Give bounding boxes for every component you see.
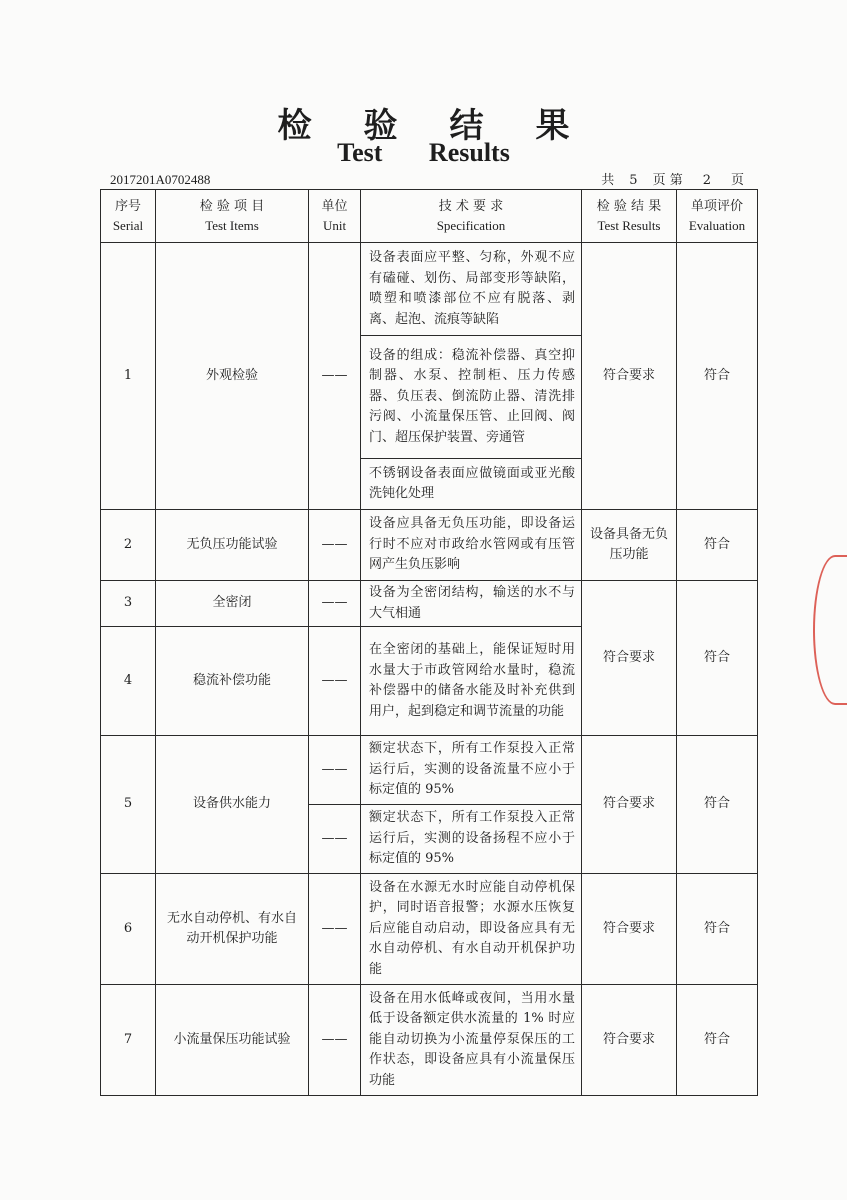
header-items-en: Test Items: [205, 218, 259, 233]
result-cell: 符合要求: [582, 581, 677, 736]
evaluation-cell: 符合: [677, 510, 758, 581]
page-title-en: Test Results: [337, 138, 510, 167]
header-evaluation-en: Evaluation: [688, 218, 746, 233]
unit-cell: ——: [309, 627, 361, 736]
page-mid: 页 第: [652, 173, 683, 188]
unit-cell: ——: [309, 510, 361, 581]
header-items-cn: 检 验 项 目: [199, 199, 265, 214]
serial-cell: 6: [101, 874, 156, 985]
result-cell: 符合要求: [582, 736, 677, 874]
header-results-en: Test Results: [597, 218, 661, 233]
serial-cell: 7: [101, 985, 156, 1096]
table-row-6: [101, 874, 758, 985]
header-items: [156, 190, 309, 243]
header-evaluation-cn: 单项评价: [690, 199, 743, 214]
table-row-5: [101, 736, 758, 805]
page-title-cn: 检验结果: [277, 106, 622, 146]
spec-cell: 额定状态下，所有工作泵投入正常运行后，实测的设备流量不应小于标定值的 95%: [361, 736, 582, 805]
spec-cell: 设备为全密闭结构，输送的水不与大气相通: [361, 581, 582, 627]
serial-cell: 4: [101, 627, 156, 736]
item-cell: 全密闭: [156, 581, 309, 627]
header-serial-cn: 序号: [114, 199, 141, 214]
unit-cell: ——: [309, 805, 361, 874]
spec-cell: 设备的组成：稳流补偿器、真空抑制器、水泵、控制柜、压力传感器、负压表、倒流防止器、清洗排污阀、小流量保压管、止回阀、阀门、超压保护装置、旁通管: [361, 336, 582, 459]
evaluation-cell: 符合: [677, 874, 758, 985]
result-cell: 符合要求: [582, 874, 677, 985]
header-evaluation: [677, 190, 758, 243]
spec-cell: 在全密闭的基础上，能保证短时用水量大于市政管网给水量时，稳流补偿器中的储备水能及时补充供到用户，起到稳定和调节流量的功能: [361, 627, 582, 736]
unit-cell: ——: [309, 736, 361, 805]
header-unit-en: Unit: [322, 218, 347, 233]
table-header-row: [101, 190, 758, 243]
header-spec-en: Specification: [436, 218, 506, 233]
header-results: [582, 190, 677, 243]
spec-cell: 设备表面应平整、匀称，外观不应有磕碰、划伤、局部变形等缺陷，喷塑和喷漆部位不应有脱落、剥离、起泡、流痕等缺陷: [361, 243, 582, 336]
spec-cell: 不锈钢设备表面应做镜面或亚光酸洗钝化处理: [361, 459, 582, 510]
table-row-1: [101, 243, 758, 336]
evaluation-cell: 符合: [677, 243, 758, 510]
table-row-3: [101, 581, 758, 627]
evaluation-cell: 符合: [677, 581, 758, 736]
page-current: 2: [687, 173, 727, 190]
serial-cell: 5: [101, 736, 156, 874]
header-unit: [309, 190, 361, 243]
item-cell: 设备供水能力: [156, 736, 309, 874]
header-spec: [361, 190, 582, 243]
red-seal-stamp: [813, 555, 847, 705]
results-table: [100, 189, 758, 1096]
item-cell: 稳流补偿功能: [156, 627, 309, 736]
item-cell: 小流量保压功能试验: [156, 985, 309, 1096]
unit-cell: ——: [309, 581, 361, 627]
spec-cell: 设备应具备无负压功能，即设备运行时不应对市政给水管网或有压管网产生负压影响: [361, 510, 582, 581]
evaluation-cell: 符合: [677, 736, 758, 874]
evaluation-cell: 符合: [677, 985, 758, 1096]
table-row-2: [101, 510, 758, 581]
unit-cell: ——: [309, 985, 361, 1096]
header-unit-cn: 单位: [321, 199, 348, 214]
result-cell: 设备具备无负压功能: [582, 510, 677, 581]
report-number: 2017201A0702488: [110, 172, 211, 187]
serial-cell: 3: [101, 581, 156, 627]
spec-cell: 设备在用水低峰或夜间，当用水量低于设备额定供水流量的 1% 时应能自动切换为小流量停泵保压的工作状态，即设备应具有小流量保压功能: [361, 985, 582, 1096]
serial-cell: 1: [101, 243, 156, 510]
item-cell: 无水自动停机、有水自动开机保护功能: [156, 874, 309, 985]
item-cell: 无负压功能试验: [156, 510, 309, 581]
page-suffix: 页: [730, 173, 744, 188]
spec-cell: 额定状态下，所有工作泵投入正常运行后，实测的设备扬程不应小于标定值的 95%: [361, 805, 582, 874]
table-row-7: [101, 985, 758, 1096]
page-total: 5: [618, 173, 648, 190]
result-cell: 符合要求: [582, 985, 677, 1096]
page-counter: [601, 169, 744, 190]
header-results-cn: 检 验 结 果: [596, 199, 662, 214]
spec-cell: 设备在水源无水时应能自动停机保护，同时语音报警；水源水压恢复后应能自动启动，即设备应具有无水自动停机、有水自动开机保护功能: [361, 874, 582, 985]
header-spec-cn: 技 术 要 求: [438, 199, 504, 214]
page-prefix: 共: [601, 173, 615, 188]
serial-cell: 2: [101, 510, 156, 581]
header-serial: [101, 190, 156, 243]
unit-cell: ——: [309, 243, 361, 510]
result-cell: 符合要求: [582, 243, 677, 510]
header-serial-en: Serial: [112, 218, 144, 233]
unit-cell: ——: [309, 874, 361, 985]
item-cell: 外观检验: [156, 243, 309, 510]
